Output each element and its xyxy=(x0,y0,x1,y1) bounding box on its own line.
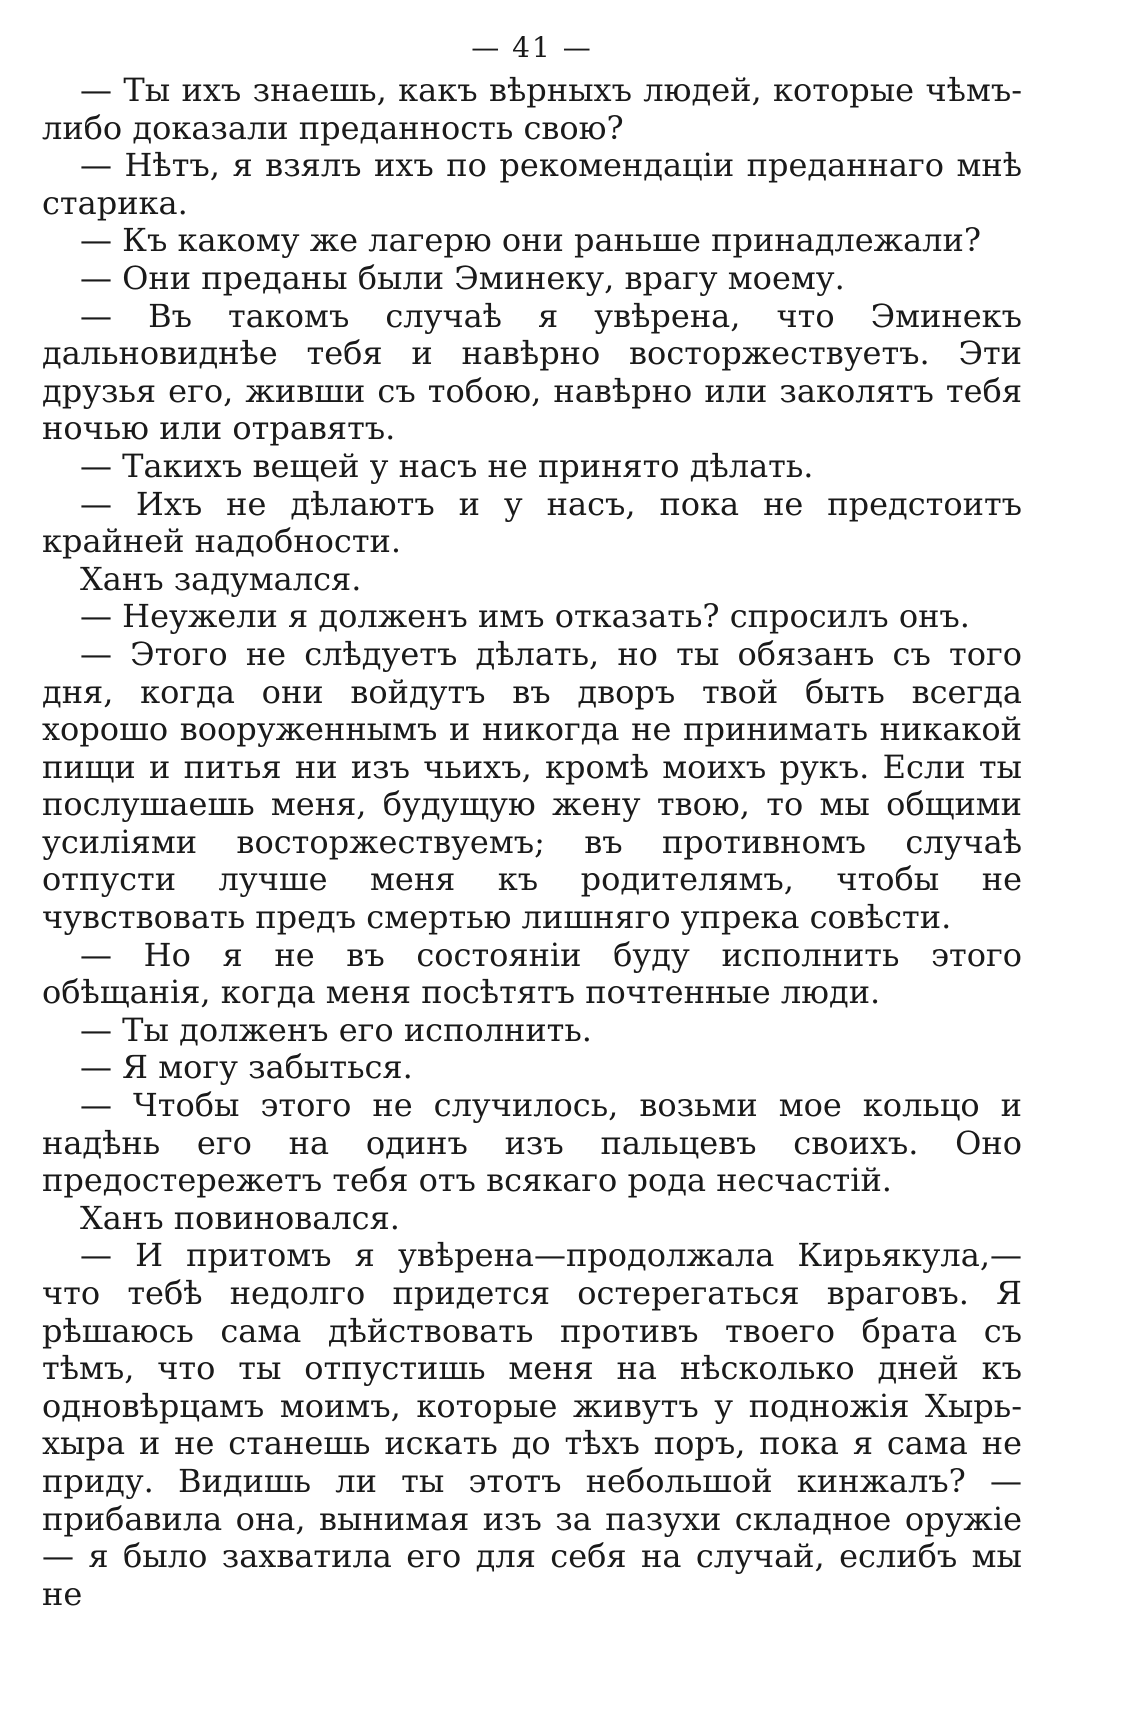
paragraph: — Въ такомъ случаѣ я увѣрена, что Эминекъ дальновиднѣе тебя и навѣрно восторжествуетъ. Эти друзья его, живши съ тобою, навѣрно или заколятъ тебя ночью или отравятъ. xyxy=(42,296,1022,448)
paragraph: Ханъ задумался. xyxy=(80,559,362,598)
paragraph: — Они преданы были Эминеку, врагу моему. xyxy=(80,258,845,297)
paragraph: — Къ какому же лагерю они раньше принадлежали? xyxy=(80,221,981,260)
paragraph: — Неужели я долженъ имъ отказать? спросилъ онъ. xyxy=(80,597,970,636)
paragraph: — Нѣтъ, я взялъ ихъ по рекомендаціи преданнаго мнѣ старика. xyxy=(42,146,1022,222)
paragraph: — И притомъ я увѣрена—продолжала Кирьякула,— что тебѣ недолго придется остерегаться враговъ. Я рѣшаюсь сама дѣйствовать противъ твоего брата съ тѣмъ, что ты отпустишь меня на нѣсколько дней къ одновѣрцамъ моимъ, которые живутъ у подножія Хырь-хыра и не станешь искать до тѣхъ поръ, пока я сама не приду. Видишь ли ты этотъ небольшой кинжалъ? — прибавила она, вынимая изъ за пазухи складное оружіе — я было захватила его для себя на случай, еслибъ мы не xyxy=(42,1236,1022,1613)
paragraph: — Я могу забыться. xyxy=(80,1048,413,1087)
paragraph: — Ты долженъ его исполнить. xyxy=(80,1010,592,1049)
paragraph: Ханъ повиновался. xyxy=(80,1198,400,1237)
paragraph: — Чтобы этого не случилось, возьми мое кольцо и надѣнь его на одинъ изъ пальцевъ своихъ. Оно предостережетъ тебя отъ всякаго рода несчастій. xyxy=(42,1086,1022,1200)
body-text xyxy=(42,72,1022,1613)
paragraph: — Такихъ вещей у насъ не принято дѣлать. xyxy=(80,446,814,485)
paragraph: — Этого не слѣдуетъ дѣлать, но ты обязанъ съ того дня, когда они войдутъ въ дворъ твой быть всегда хорошо вооруженнымъ и никогда не принимать никакой пищи и питья ни изъ чьихъ, кромѣ моихъ рукъ. Если ты послушаешь меня, будущую жену твою, то мы общими усиліями восторжествуемъ; въ противномъ случаѣ отпусти лучше меня къ родителямъ, чтобы не чувствовать предъ смертью лишняго упрека совѣсти. xyxy=(42,634,1022,937)
book-page xyxy=(42,28,1022,1613)
page-number: — 41 — xyxy=(471,31,593,64)
paragraph: — Но я не въ состояніи буду исполнить этого обѣщанія, когда меня посѣтятъ почтенные люди. xyxy=(42,935,1022,1012)
paragraph: — Ихъ не дѣлаютъ и у насъ, пока не предстоитъ крайней надобности. xyxy=(42,484,1022,561)
paragraph: — Ты ихъ знаешь, какъ вѣрныхъ людей, которые чѣмъ-либо доказали преданность свою? xyxy=(42,71,1022,147)
